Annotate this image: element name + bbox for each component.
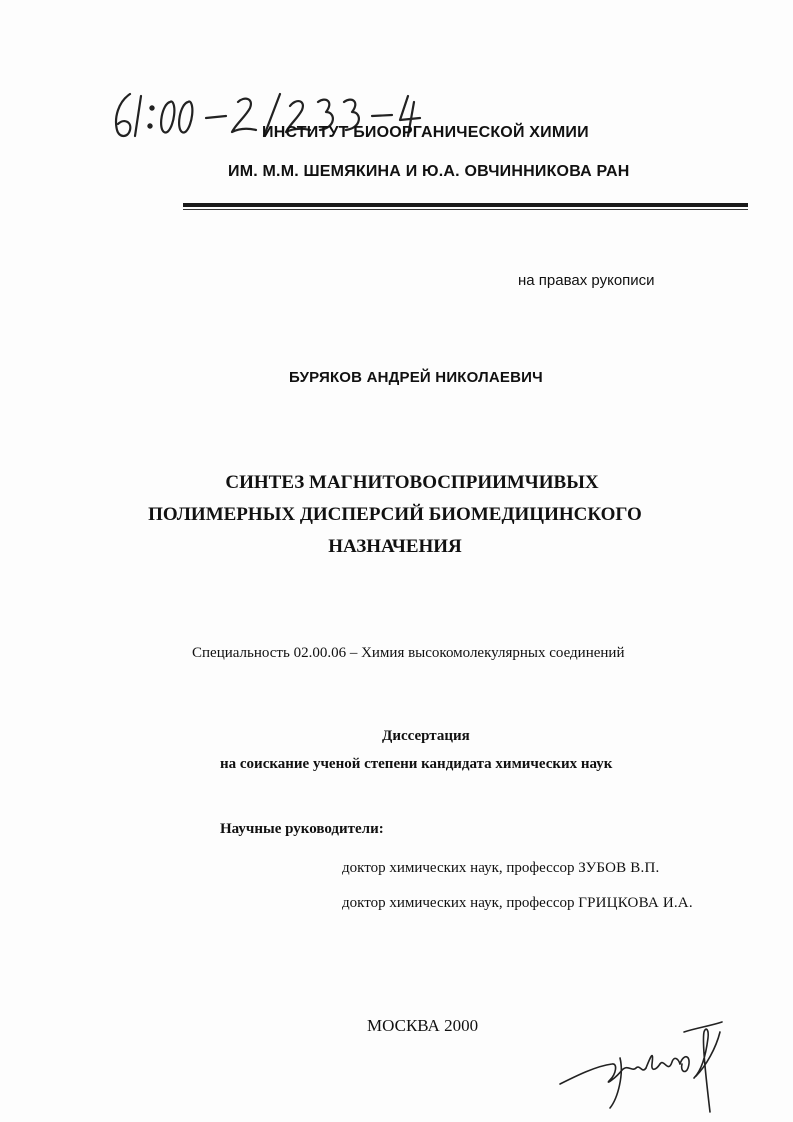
advisor-entry <box>342 895 693 912</box>
specialty-line: Специальность 02.00.06 – Химия высокомолекулярных соединений <box>192 645 625 661</box>
advisors-heading: Научные руководители: <box>220 821 384 837</box>
thesis-title-line-3: НАЗНАЧЕНИЯ <box>328 536 462 557</box>
advisor-name: ЗУБОВ В.П. <box>578 860 660 876</box>
author-signature <box>556 1018 726 1118</box>
institute-affiliation: ИМ. М.М. ШЕМЯКИНА И Ю.А. ОВЧИННИКОВА РАН <box>228 163 630 180</box>
header-divider-thin <box>183 209 748 210</box>
advisor-title: доктор химических наук, профессор <box>342 895 575 911</box>
thesis-title-line-2: ПОЛИМЕРНЫХ ДИСПЕРСИЙ БИОМЕДИЦИНСКОГО <box>148 504 642 525</box>
advisor-title: доктор химических наук, профессор <box>342 860 575 876</box>
advisor-name: ГРИЦКОВА И.А. <box>578 895 693 911</box>
dissertation-degree-line: на соискание ученой степени кандидата химических наук <box>220 756 613 772</box>
dissertation-heading: Диссертация <box>382 728 470 744</box>
thesis-title-line-1: СИНТЕЗ МАГНИТОВОСПРИИМЧИВЫХ <box>225 472 599 493</box>
advisor-entry <box>342 860 659 877</box>
city-and-year: МОСКВА 2000 <box>367 1016 479 1035</box>
manuscript-rights-note: на правах рукописи <box>518 272 655 289</box>
institute-name: ИНСТИТУТ БИООРГАНИЧЕСКОЙ ХИМИИ <box>262 124 589 141</box>
header-divider-thick <box>183 203 748 207</box>
thesis-title <box>140 467 650 563</box>
author-name: БУРЯКОВ АНДРЕЙ НИКОЛАЕВИЧ <box>289 369 543 386</box>
